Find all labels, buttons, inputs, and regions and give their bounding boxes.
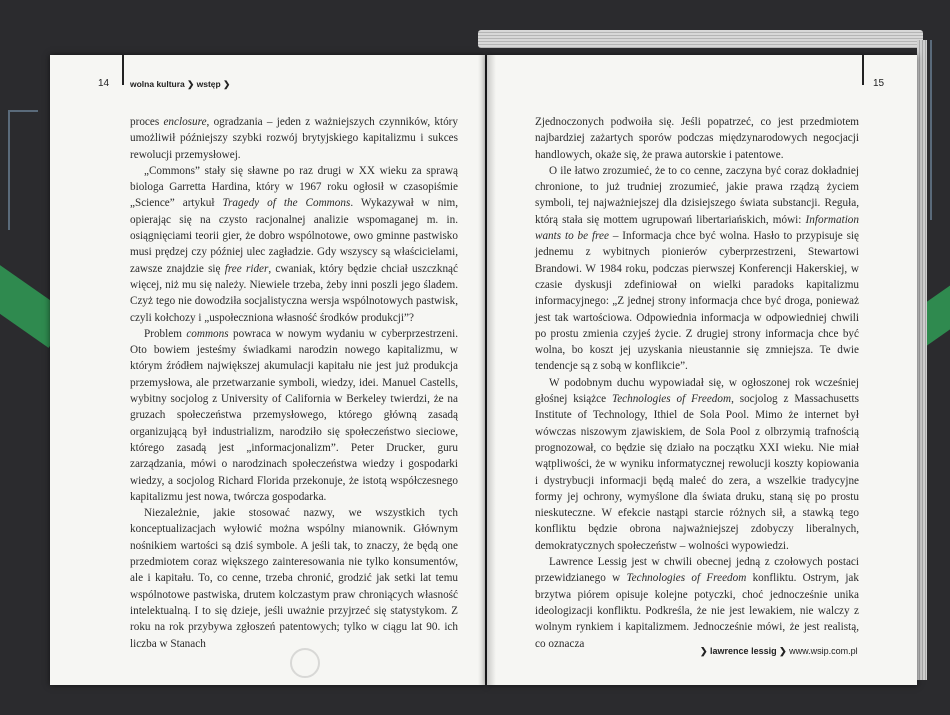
- running-head: wolna kultura ❯ wstęp ❯: [130, 79, 231, 89]
- left-page-body: [130, 114, 458, 652]
- italic-text: Tragedy of the Commons: [222, 197, 351, 210]
- footer-author: ❯ lawrence lessig ❯: [700, 646, 787, 656]
- text-run: Zjednoczonych podwoiła się. Jeśli popatrzeć, co jest przedmiotem najbardziej zażartych sporów podczas międzynarodowych negocjacji handlowych, okaże się, że prawa autorskie i patentowe.: [535, 116, 859, 161]
- text-run: powraca w nowym wydaniu w cyberprzestrzeni. Oto bowiem jesteśmy świadkami narodzin nowego kapitalizmu, w którym źródłem największej akumulacji kapitału nie jest już produkcja przemysłowa, ale przetwarzanie symboli, wiedzy, idei. Manuel Castells, wybitny socjolog z University of California w Berkeley twierdzi, że na gruzach społeczeństwa przemysłowego, którego główną zasadą organizującą był industrializm, narodziło się społeczeństwo sieciowe, którego zasadą jest „informacjonalizm”. Peter Drucker, guru zarządzania, mówi o narodzinach społeczeństwa wiedzy i gospodarki wiedzy, a socjolog Richard Florida przekonuje, że istotą współczesnego kapitalizmu jest nowa, twórcza gospodarka.: [130, 327, 458, 503]
- page-edges-top: [478, 30, 923, 48]
- page-footer: [700, 646, 858, 657]
- body-paragraph: [535, 375, 859, 554]
- header-rule: [862, 55, 864, 85]
- text-run: „Commons” stały się sławne po raz drugi w XX wieku za sprawą biologa Garretta Hardina, który w 1967 roku ogłosił w czasopiśmie „Science” artykuł: [130, 164, 458, 210]
- italic-text: Technologies of Freedom: [626, 572, 747, 585]
- text-run: , ogradzania – jeden z ważniejszych czynników, który umożliwił późniejszy szybki rozwój brytyjskiego kapitalizmu i sukces rewolucji przemysłowej.: [130, 116, 458, 161]
- italic-text: free rider: [224, 262, 269, 275]
- right-page-number: 15: [873, 78, 885, 89]
- body-paragraph: [535, 163, 859, 375]
- text-run: , cwaniak, który będzie chciał uszczknąć więcej, niż mu się należy. Niewiele trzeba, żeby inni poszli jego śladem. Czyż tego nie dowodziła socjalistyczna wersja wspólnotowych pastwisk, czyli kołchozy i „uspołeczniona własność środków produkcji”?: [130, 262, 458, 324]
- text-run: – Informacja chce być wolna. Hasło to przypisuje się jednemu z wybitnych pionierów cyberprzestrzeni, Stewartowi Brandowi. W 1984 roku, podczas pierwszej Konferencji Hakerskiej, w czasie dyskusji zdefiniował on wielki paradoks kapitalizmu informacyjnego: „Z jednej strony informacja chce być droga, ponieważ jest tak wartościowa. Odpowiednia informacja w odpowiedniej chwili po prostu zmienia czyjeś życie. Z drugiej strony informacja chce być wolna, bo koszt jej uzyskania nieustannie się zmniejsza. Te dwie tendencje są z sobą w konflikcie”.: [535, 230, 860, 373]
- right-page-body: [535, 114, 859, 652]
- header-rule: [122, 55, 124, 85]
- background-line: [930, 40, 932, 220]
- page-edges-right: [917, 40, 927, 680]
- italic-text: enclosure: [163, 116, 207, 128]
- text-run: Problem: [144, 327, 187, 340]
- background-line: [8, 110, 10, 230]
- text-run: W podobnym duchu wypowiadał się, w ogłoszonej rok wcześniej głośnej książce: [535, 376, 859, 406]
- italic-text: commons: [186, 327, 229, 340]
- text-run: O ile łatwo zrozumieć, że to co cenne, zaczyna być coraz dokładniej chronione, to już trudniej zrozumieć, jakie prawa rządzą życiem symboli, tej najważniejszej dla dzisiejszego świata substancji. Reguła, którą stała się mottem ugrupowań libertariańskich, mówi:: [535, 164, 859, 226]
- text-run: , socjolog z Massachusetts Institute of Technology, Ithiel de Sola Pool. Mimo że internet był wówczas niszowym zjawiskiem, de Sola Pool z olbrzymią trafnością prognozował, co będzie się działo na początku XXI wieku. Nie miał wątpliwości, że w wyniku informatycznej rewolucji koszty kopiowania i dystrybucji informacji będą maleć do zera, a wszelkie tradycyjne formy jej ochrony, wymyślone dla świata druku, staną się po prostu nieskuteczne. W efekcie nastąpi starcie różnych sił, a stawką tego konfliktu będzie obrona najważniejszej zdobyczy liberalnych, demokratycznych społeczeństw – wolności wypowiedzi.: [535, 393, 859, 552]
- body-paragraph: [535, 554, 859, 652]
- background-line: [8, 110, 38, 112]
- left-page-number: 14: [98, 78, 110, 89]
- body-paragraph: [535, 114, 859, 163]
- footer-url: www.wsip.com.pl: [789, 646, 858, 656]
- body-paragraph: [130, 505, 458, 652]
- ghost-stamp-mark: [290, 648, 320, 678]
- book-gutter: [478, 55, 496, 685]
- italic-text: Information wants to be free: [535, 213, 859, 243]
- text-run: . Wykazywał w nim, opierając się na czysto racjonalnej analizie wspomaganej m. in. osiągnięciami teorii gier, że dobro wspólnotowe, owo gminne pastwisko musi prędzej czy później ulec zagładzie. Gdy wszyscy są właścicielami, zawsze znajdzie się: [130, 197, 458, 275]
- body-paragraph: [130, 326, 458, 505]
- text-run: Lawrence Lessig jest w chwili obecnej jedną z czołowych postaci przewidzianego w: [535, 556, 859, 585]
- text-run: konfliktu. Ostrym, jak brzytwa piórem opisuje kolejne potyczki, choć jednocześnie unika ideologizacji konfliktu. Podkreśla, że nie jest lewakiem, nie walczy z wolnym rynkiem i kapitalizmem. Jednocześnie mówi, że jest realistą, co oznacza: [535, 572, 859, 650]
- text-run: Niezależnie, jakie stosować nazwy, we wszystkich tych konceptualizacjach wyłowić można wspólny mianownik. Głównym nośnikiem wartości są dziś symbole. A jeśli tak, to znaczy, że będą one przedmiotem coraz większego zainteresowania nie tylko konsumentów, ale i kapitału. To, co cenne, trzeba chronić, grodzić jak setki lat temu wspólnotowe pastwiska, drutem kolczastym praw chroniących własność intelektualną. I to się dzieje, jeśli uważnie przyjrzeć się statystykom. Z roku na rok przybywa zgłoszeń patentowych; tylko w ciągu lat 90. ich liczba w Stanach: [130, 507, 458, 650]
- text-run: proces: [130, 116, 164, 128]
- italic-text: Technologies of Freedom: [612, 393, 732, 406]
- body-paragraph: [130, 114, 458, 163]
- body-paragraph: [130, 163, 458, 326]
